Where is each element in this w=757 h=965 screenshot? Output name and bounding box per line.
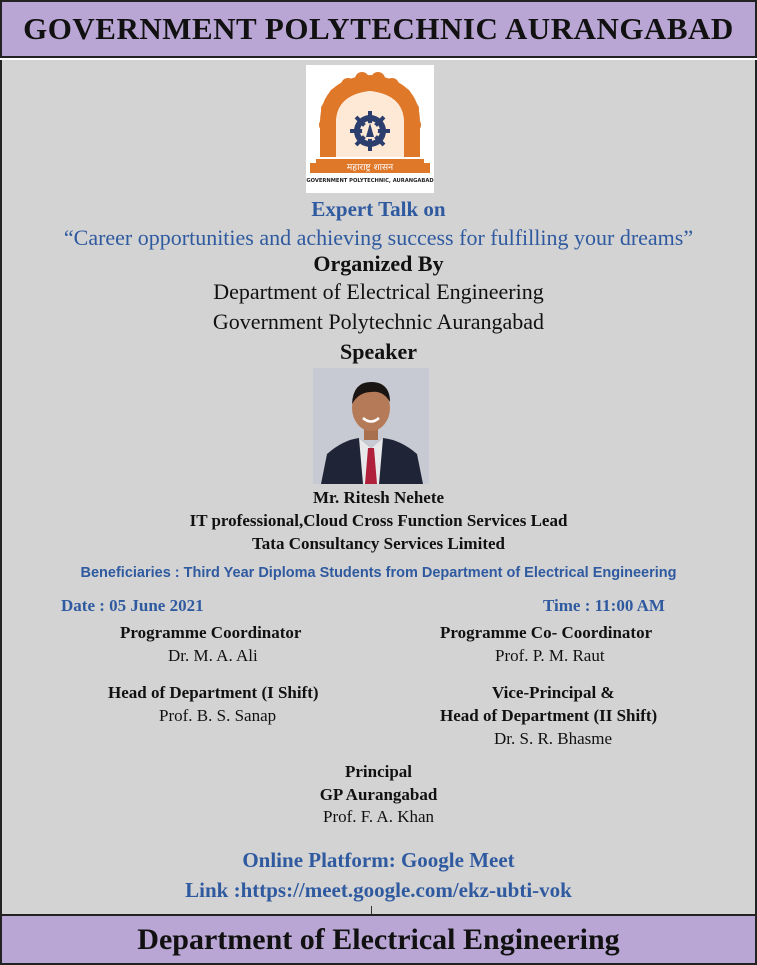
organizer-dept: Department of Electrical Engineering: [213, 279, 544, 304]
beneficiaries: Beneficiaries : Third Year Diploma Students from Department of Electrical Engineering: [80, 565, 677, 581]
event-heading: Expert Talk on: [311, 197, 446, 221]
speaker-company: Tata Consultancy Services Limited: [252, 534, 505, 553]
meeting-link[interactable]: Link :https://meet.google.com/ekz-ubti-vok: [185, 878, 572, 902]
principal-inst: GP Aurangabad: [319, 785, 438, 804]
college-logo: [306, 65, 434, 193]
speaker-role: IT professional,Cloud Cross Function Services Lead: [189, 511, 568, 530]
principal-name: Prof. F. A. Khan: [322, 807, 435, 826]
hod-second-shift-title: Head of Department (II Shift): [440, 706, 658, 725]
hod-first-shift-title: Head of Department (I Shift): [108, 683, 319, 702]
hod-second-shift-name: Dr. S. R. Bhasme: [494, 729, 613, 748]
programme-coordinator-title: Programme Coordinator: [120, 623, 302, 642]
page-header: [0, 0, 757, 58]
speaker-photo: [313, 368, 429, 484]
event-time: Time : 11:00 AM: [543, 596, 665, 615]
header-title: GOVERNMENT POLYTECHNIC AURANGABAD: [23, 11, 734, 46]
event-date: Date : 05 June 2021: [61, 596, 204, 615]
event-topic: “Career opportunities and achieving success for fulfilling your dreams”: [63, 225, 694, 250]
footer-title: Department of Electrical Engineering: [137, 922, 620, 956]
principal-title: Principal: [344, 762, 413, 781]
divider-tick: [371, 906, 372, 914]
logo-emblem-icon: [306, 65, 434, 193]
programme-co-coordinator-name: Prof. P. M. Raut: [495, 646, 605, 665]
hod-first-shift-name: Prof. B. S. Sanap: [159, 706, 277, 725]
programme-co-coordinator-title: Programme Co- Coordinator: [440, 623, 653, 642]
vice-principal-title: Vice-Principal &: [492, 683, 615, 702]
speaker-portrait-icon: [313, 368, 429, 484]
logo-marathi-text: महाराष्ट्र शासन: [346, 163, 394, 173]
programme-coordinator-name: Dr. M. A. Ali: [168, 646, 258, 665]
logo-caption: GOVERNMENT POLYTECHNIC, AURANGABAD: [306, 178, 434, 184]
speaker-name: Mr. Ritesh Nehete: [312, 488, 445, 507]
speaker-label: Speaker: [340, 339, 417, 364]
organized-label: Organized By: [313, 251, 444, 276]
page-footer: [0, 914, 757, 965]
organizer-inst: Government Polytechnic Aurangabad: [212, 309, 545, 334]
online-platform: Online Platform: Google Meet: [242, 848, 515, 872]
